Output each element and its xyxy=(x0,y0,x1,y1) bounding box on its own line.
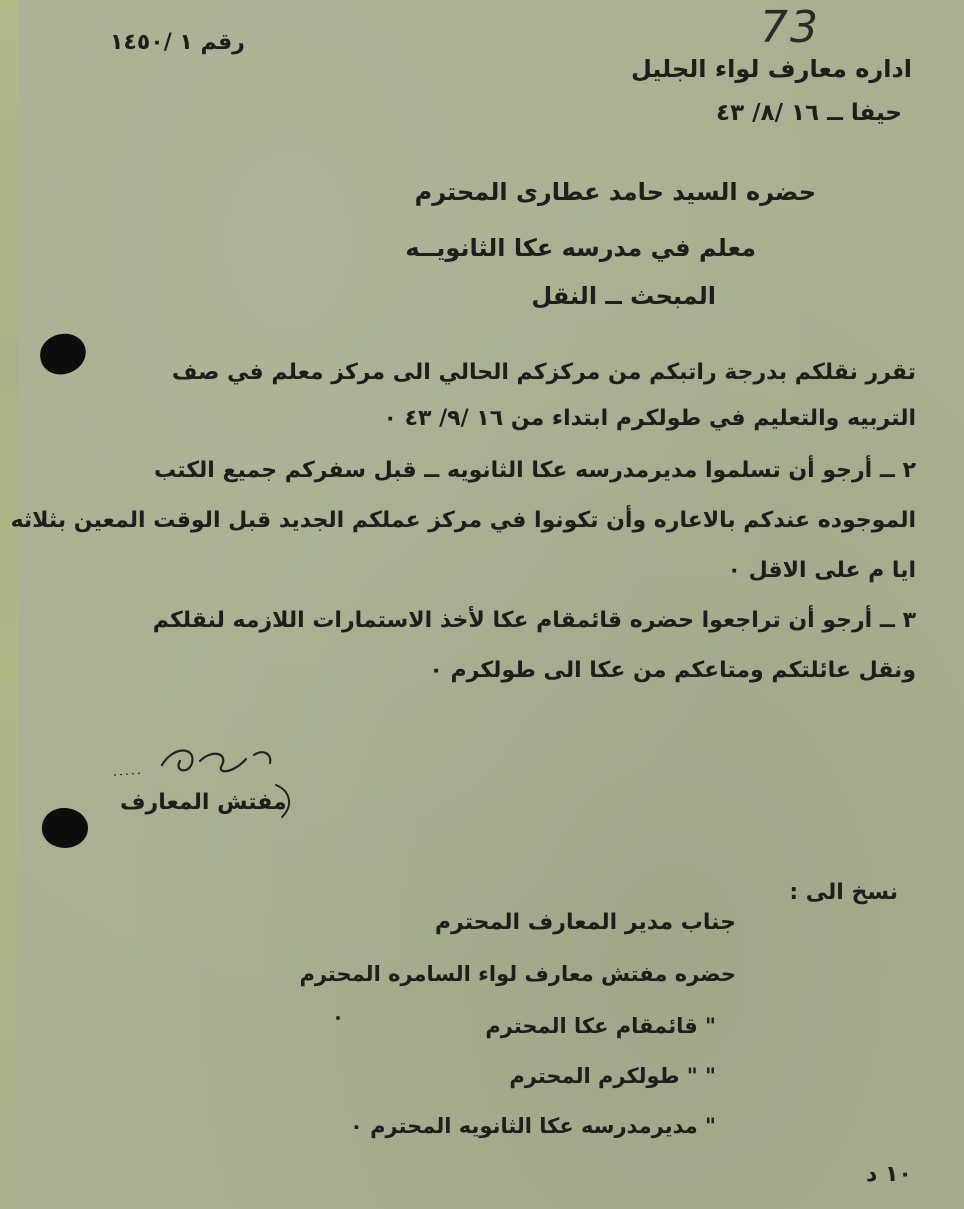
page-edge-strip xyxy=(0,0,18,1209)
copy-recipient: " قائمقام عكا المحترم xyxy=(485,1014,716,1038)
body-paragraph-3-line-1: ٣ ــ أرجو أن تراجعوا حضره قائمقام عكا لأخذ الاستمارات اللازمه لنقلكم xyxy=(152,608,916,633)
signer-title: مفتش المعارف xyxy=(120,790,287,815)
reference-number: رقم ١ /١٤٥٠ xyxy=(110,30,245,55)
place-date: حيفا ــ ١٦ /٨/ ٤٣ xyxy=(716,100,902,126)
copy-recipient: " مديرمدرسه عكا الثانويه المحترم ٠ xyxy=(350,1114,716,1138)
organization-header: اداره معارف لواء الجليل xyxy=(630,55,912,83)
body-paragraph-3-line-2: ونقل عائلتكم ومتاعكم من عكا الى طولكرم ٠ xyxy=(429,658,916,683)
copy-recipient: جناب مدير المعارف المحترم xyxy=(434,910,736,935)
footer-code: ١٠ د xyxy=(866,1162,912,1187)
addressee-position: معلم في مدرسه عكا الثانويــه xyxy=(405,234,756,262)
copy-recipient: " " طولكرم المحترم xyxy=(509,1064,716,1088)
body-paragraph-2-line-2: الموجوده عندكم بالاعاره وأن تكونوا في مركز عملكم الجديد قبل الوقت المعين بثلاثه xyxy=(10,508,916,533)
ink-speck xyxy=(336,1016,340,1020)
copies-heading: نسخ الى : xyxy=(789,880,898,905)
addressee-name: حضره السيد حامد عطارى المحترم xyxy=(414,178,816,206)
subject-line: المبحث ــ النقل xyxy=(531,282,716,310)
copy-recipient: حضره مفتش معارف لواء السامره المحترم xyxy=(299,962,736,986)
body-paragraph-2-line-3: ايا م على الاقل ٠ xyxy=(727,558,916,583)
punch-hole xyxy=(36,330,89,379)
punch-hole xyxy=(39,805,90,851)
body-paragraph-1-line-2: التربيه والتعليم في طولكرم ابتداء من ١٦ /٩/ ٤٣ ٠ xyxy=(383,406,916,431)
archive-number: 73 xyxy=(760,2,820,53)
body-paragraph-2-line-1: ٢ ــ أرجو أن تسلموا مديرمدرسه عكا الثانويه ــ قبل سفركم جميع الكتب xyxy=(153,458,916,483)
body-paragraph-1-line-1: تقرر نقلكم بدرجة راتبكم من مركزكم الحالي الى مركز معلم في صف xyxy=(171,360,916,385)
